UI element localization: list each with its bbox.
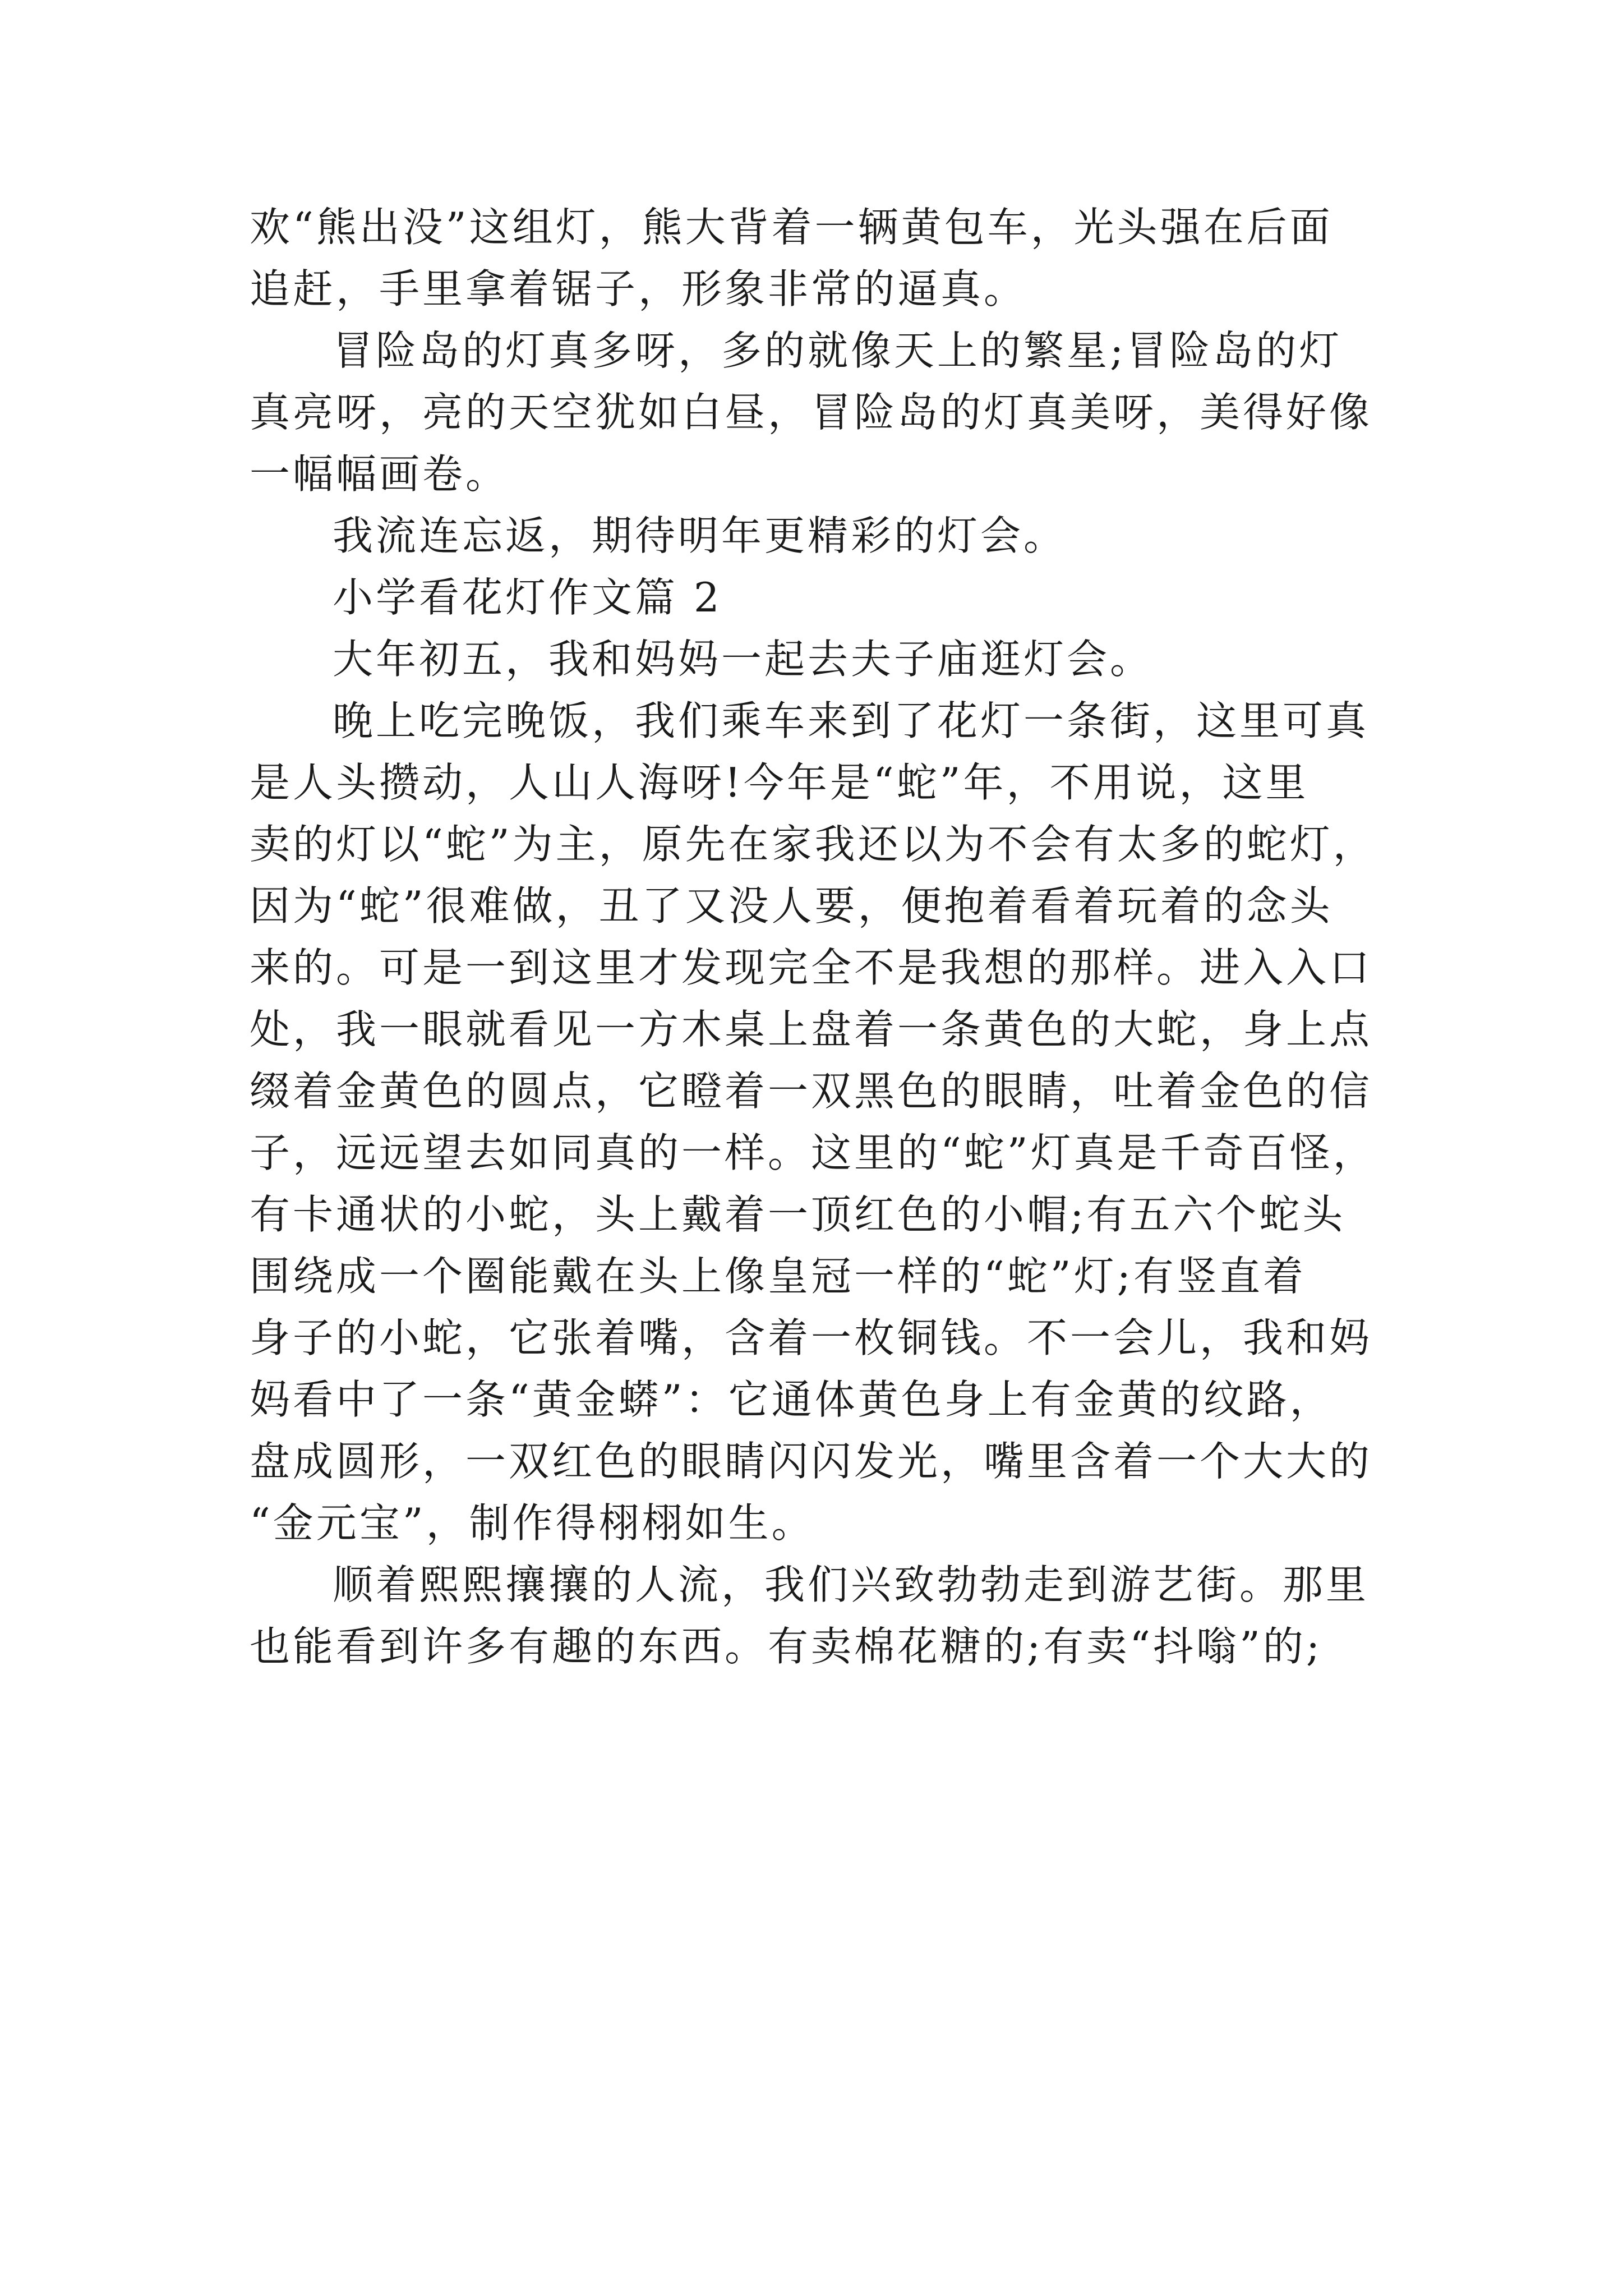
section-heading: 小学看花灯作文篇 2 [333,574,722,621]
text-line: 妈看中了一条“黄金蟒”：它通体黄色身上有金黄的纹路， [250,1376,1333,1423]
text-line: 追赶，手里拿着锯子，形象非常的逼真。 [250,265,1027,312]
text-line: 围绕成一个圈能戴在头上像皇冠一样的“蛇”灯;有竖直着 [250,1253,1306,1300]
text-line: 一幅幅画卷。 [250,450,509,498]
text-line: 顺着熙熙攘攘的人流，我们兴致勃勃走到游艺街。那里 [333,1561,1370,1608]
text-line: 晚上吃完晚饭，我们乘车来到了花灯一条街，这里可真 [333,697,1370,744]
text-line: 冒险岛的灯真多呀，多的就像天上的繁星;冒险岛的灯 [333,327,1343,374]
text-line: 盘成圆形，一双红色的眼睛闪闪发光，嘴里含着一个大大的 [250,1438,1373,1485]
text-line: 身子的小蛇，它张着嘴，含着一枚铜钱。不一会儿，我和妈 [250,1314,1373,1361]
text-line: 真亮呀，亮的天空犹如白昼，冒险岛的灯真美呀，美得好像 [250,389,1373,436]
text-line: 有卡通状的小蛇，头上戴着一顶红色的小帽;有五六个蛇头 [250,1191,1346,1238]
text-line: 子，远远望去如同真的一样。这里的“蛇”灯真是千奇百怪， [250,1129,1376,1176]
text-line: 来的。可是一到这里才发现完全不是我想的那样。进入入口 [250,944,1373,991]
text-line: 我流连忘返，期待明年更精彩的灯会。 [333,512,1067,559]
text-line: 卖的灯以“蛇”为主，原先在家我还以为不会有太多的蛇灯， [250,821,1376,868]
text-line: 欢“熊出没”这组灯，熊大背着一辆黄包车，光头强在后面 [250,204,1333,251]
text-line: 大年初五，我和妈妈一起去夫子庙逛灯会。 [333,636,1154,683]
text-line: 缀着金黄色的圆点，它瞪着一双黑色的眼睛，吐着金色的信 [250,1068,1373,1115]
essay-text [250,196,1394,1677]
text-line: 处，我一眼就看见一方木桌上盘着一条黄色的大蛇，身上点 [250,1006,1373,1053]
text-line: “金元宝”，制作得栩栩如生。 [250,1499,815,1547]
text-line: 是人头攒动，人山人海呀!今年是“蛇”年，不用说，这里 [250,759,1309,806]
text-line: 也能看到许多有趣的东西。有卖棉花糖的;有卖“抖嗡”的; [250,1623,1323,1670]
text-line: 因为“蛇”很难做，丑了又没人要，便抱着看着玩着的念头 [250,882,1333,930]
